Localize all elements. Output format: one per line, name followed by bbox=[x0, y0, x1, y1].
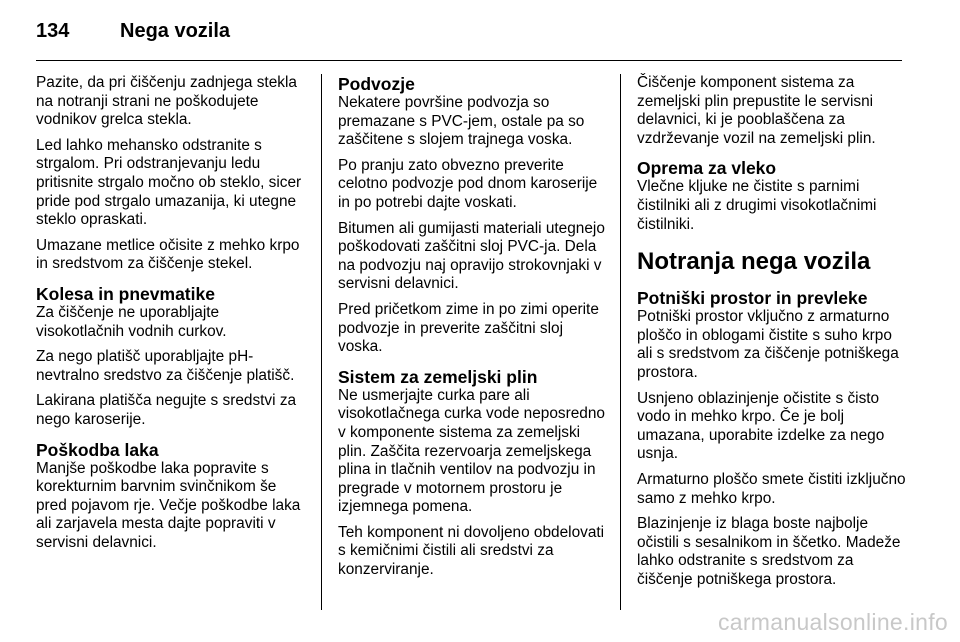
paragraph: Ne usmerjajte curka pare ali visokotlačnega curka vode neposredno v komponente sistema za zemeljski plin. Zaščita rezervoarja zemeljskega plina in tlačnih ventilov na podvozju in pregrade v motornem prostoru je izjemnega pomena. bbox=[338, 386, 605, 516]
paragraph: Bitumen ali gumijasti materiali utegnejo poškodovati zaščitni sloj PVC-ja. Dela na podvozju naj opravijo strokovnjaki v servisni delavnici. bbox=[338, 219, 605, 293]
paragraph: Potniški prostor vključno z armaturno ploščo in oblogami čistite s suho krpo ali s sredstvom za čiščenje potniškega prostora. bbox=[637, 308, 899, 381]
paragraph: Čiščenje komponent sistema za zemeljski plin prepustite le servisni delavnici, ki je pooblaščena za vzdrževanje vozil na zemeljski plin. bbox=[637, 74, 876, 147]
heading-passenger-compartment: Potniški prostor in prevleke bbox=[637, 288, 868, 309]
page-number: 134 bbox=[36, 20, 70, 42]
column-divider bbox=[620, 74, 621, 610]
heading-wheels-tyres: Kolesa in pnevmatike bbox=[36, 283, 215, 304]
paragraph: Teh komponent ni dovoljeno obdelovati s kemičnimi čistili ali sredstvi za konzerviranje. bbox=[338, 523, 605, 579]
column-1 bbox=[36, 74, 304, 559]
heading-natural-gas-system: Sistem za zemeljski plin bbox=[338, 366, 538, 387]
column-2 bbox=[338, 74, 606, 587]
paragraph: Umazane metlice očisite z mehko krpo in sredstvom za čiščenje stekel. bbox=[36, 236, 300, 273]
paragraph: Po pranju zato obvezno preverite celotno podvozje pod dnom karoserije in po potrebi dajte voskati. bbox=[338, 156, 598, 211]
paragraph: Za čiščenje ne uporabljajte visokotlačnih vodnih curkov. bbox=[36, 303, 227, 340]
header-rule bbox=[36, 60, 902, 61]
paragraph: Vlečne kljuke ne čistite s parnimi čistilniki ali z drugimi visokotlačnimi čistilniki. bbox=[637, 178, 877, 233]
section-title: Nega vozila bbox=[120, 20, 231, 42]
paragraph: Pazite, da pri čiščenju zadnjega stekla na notranji strani ne poškodujete vodnikov grelca stekla. bbox=[36, 74, 297, 129]
paragraph: Manjše poškodbe laka popravite s korekturnim barvnim svinčnikom še pred pojavom rje. Večje poškodbe laka ali zarjavela mesta dajte popraviti v servisni delavnici. bbox=[36, 459, 301, 551]
column-3 bbox=[637, 74, 907, 596]
paragraph: Blazinjenje iz blaga boste najbolje očistili s sesalnikom in ščetko. Madeže lahko odstranite s sredstvom za čiščenje potniškega prostora. bbox=[637, 515, 901, 588]
heading-underbody: Podvozje bbox=[338, 74, 415, 94]
paragraph: Armaturno ploščo smete čistiti izključno samo z mehko krpo. bbox=[637, 470, 906, 507]
heading-interior-care: Notranja nega vozila bbox=[637, 248, 871, 276]
column-divider bbox=[321, 74, 322, 610]
paragraph: Usnjeno oblazinjenje očistite s čisto vodo in mehko krpo. Če je bolj umazana, uporabite izdelke za nego usnja. bbox=[637, 389, 885, 463]
paragraph: Nekatere površine podvozja so premazane s PVC-jem, ostale pa so zaščitene s slojem trajnega voska. bbox=[338, 94, 585, 149]
paragraph: Led lahko mehansko odstranite s strgalom. Pri odstranjevanju ledu pritisnite strgalo močno ob steklo, sicer pride pod strgalo umazanija, ki utegne steklo opraskati. bbox=[36, 136, 302, 229]
heading-paint-damage: Poškodba laka bbox=[36, 439, 159, 460]
watermark: carmanualsonline.info bbox=[717, 609, 948, 635]
paragraph: Lakirana platišča negujte s sredstvi za nego karoserije. bbox=[36, 392, 297, 428]
paragraph: Za nego platišč uporabljajte pH-nevtralno sredstvo za čiščenje platišč. bbox=[36, 348, 295, 384]
paragraph: Pred pričetkom zime in po zimi operite podvozje in preverite zaščitni sloj voska. bbox=[338, 300, 599, 356]
heading-towing-equipment: Oprema za vleko bbox=[637, 158, 777, 179]
